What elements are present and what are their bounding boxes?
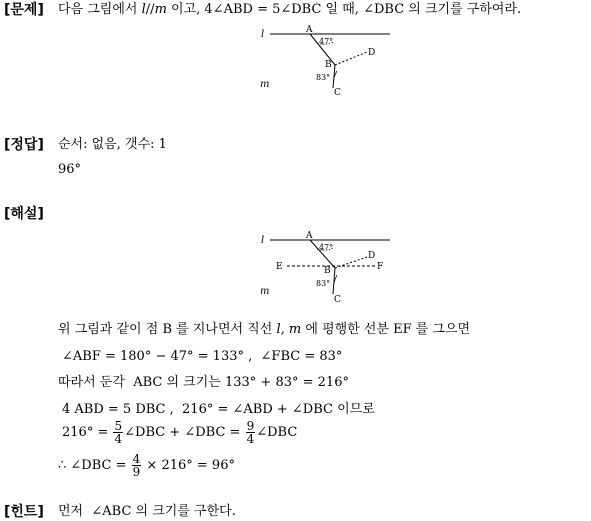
label-l: l <box>261 235 265 246</box>
exp3-expr: 133° + 83° = 216° <box>224 375 349 390</box>
exp3-angle: ABC <box>133 375 163 390</box>
var-m: m <box>154 2 167 17</box>
exp6-lhs: ∴ ∠DBC = <box>58 458 127 473</box>
problem-text <box>58 1 521 19</box>
frac-den: 9 <box>132 465 141 479</box>
exp3-mid: 의 크기는 <box>162 375 225 390</box>
exp2-fbc: ∠FBC = 83° <box>260 349 343 364</box>
angle-label-top: 47° <box>319 243 334 252</box>
segment-BD <box>335 52 367 65</box>
hint-angle: ∠ABC <box>91 504 132 519</box>
exp5-mid: ∠DBC + ∠DBC = <box>124 425 241 440</box>
problem-condition: 4∠ABD = 5∠DBC <box>204 2 322 17</box>
explanation-line-5 <box>62 418 297 448</box>
label-B: B <box>325 60 332 70</box>
label-m: m <box>260 286 270 297</box>
problem-text-suffix: 의 크기를 구하여라. <box>404 2 522 17</box>
exp5-lhs: 216° = <box>62 425 109 440</box>
angle-label-bottom: 83° <box>316 73 331 82</box>
answer-tag: [정답] <box>4 137 44 153</box>
answer-order-line: 순서: 없음, 갯수: 1 <box>58 137 167 152</box>
problem-text-prefix: 다음 그림에서 <box>58 2 142 17</box>
frac-den: 4 <box>114 432 123 446</box>
fraction-9-4 <box>246 420 256 445</box>
explanation-figure <box>255 226 400 304</box>
explanation-line-1 <box>58 321 470 339</box>
label-C: C <box>334 88 341 97</box>
hint-text <box>58 503 236 521</box>
hint-suffix: 의 크기를 구한다. <box>131 504 236 519</box>
problem-tag: [문제] <box>4 2 44 18</box>
frac-num: 9 <box>246 419 255 433</box>
exp1-prefix: 위 그림과 같이 점 <box>58 322 163 337</box>
exp3-prefix: 따라서 둔각 <box>58 375 130 390</box>
fraction-5-4 <box>113 420 123 445</box>
exp4-sum: 216° = ∠ABD + ∠DBC <box>182 402 333 417</box>
label-C: C <box>334 295 341 304</box>
label-A: A <box>306 231 313 241</box>
exp6-rhs: × 216° = 96° <box>146 458 235 473</box>
label-B: B <box>324 266 331 276</box>
answer-value: 96° <box>58 162 82 177</box>
exp2-abf: ∠ABF = 180° − 47° = 133° , <box>62 349 253 364</box>
explanation-line-2 <box>62 348 342 366</box>
label-A: A <box>306 25 313 35</box>
problem-text-mid: 이고, <box>166 2 205 17</box>
problem-target-angle: ∠DBC <box>363 2 405 17</box>
angle-label-top: 47° <box>319 37 334 46</box>
problem-figure <box>255 22 400 97</box>
fraction-4-9 <box>132 453 142 478</box>
explanation-line-3 <box>58 374 349 392</box>
label-m: m <box>260 79 270 90</box>
label-F: F <box>377 262 384 272</box>
parallel-sign: // <box>145 2 155 17</box>
label-E: E <box>276 262 283 272</box>
explanation-line-4 <box>62 401 375 419</box>
exp1-mid2: 에 평행한 선분 <box>301 322 394 337</box>
exp5-end: ∠DBC <box>256 425 298 440</box>
explanation-tag: [해설] <box>4 206 44 222</box>
var-l: l <box>141 2 146 17</box>
frac-den: 4 <box>246 432 255 446</box>
frac-num: 5 <box>114 419 123 433</box>
exp1-point: B <box>162 322 172 337</box>
problem-text-mid2: 일 때, <box>321 2 364 17</box>
angle-label-bottom: 83° <box>316 279 331 288</box>
label-l: l <box>261 29 265 40</box>
hint-tag: [힌트] <box>4 504 44 520</box>
exp1-vars: l, m <box>276 322 302 337</box>
exp4-condition: 4 ABD = 5 DBC , <box>62 402 174 417</box>
hint-prefix: 먼저 <box>58 504 88 519</box>
label-D: D <box>368 48 376 58</box>
exp1-mid: 를 지나면서 직선 <box>172 322 277 337</box>
exp1-segment: EF <box>393 322 412 337</box>
explanation-line-6 <box>58 451 235 481</box>
label-D: D <box>368 251 376 261</box>
frac-num: 4 <box>132 452 141 466</box>
exp1-suffix: 를 그으면 <box>411 322 471 337</box>
exp4-suffix: 이므로 <box>332 402 375 417</box>
